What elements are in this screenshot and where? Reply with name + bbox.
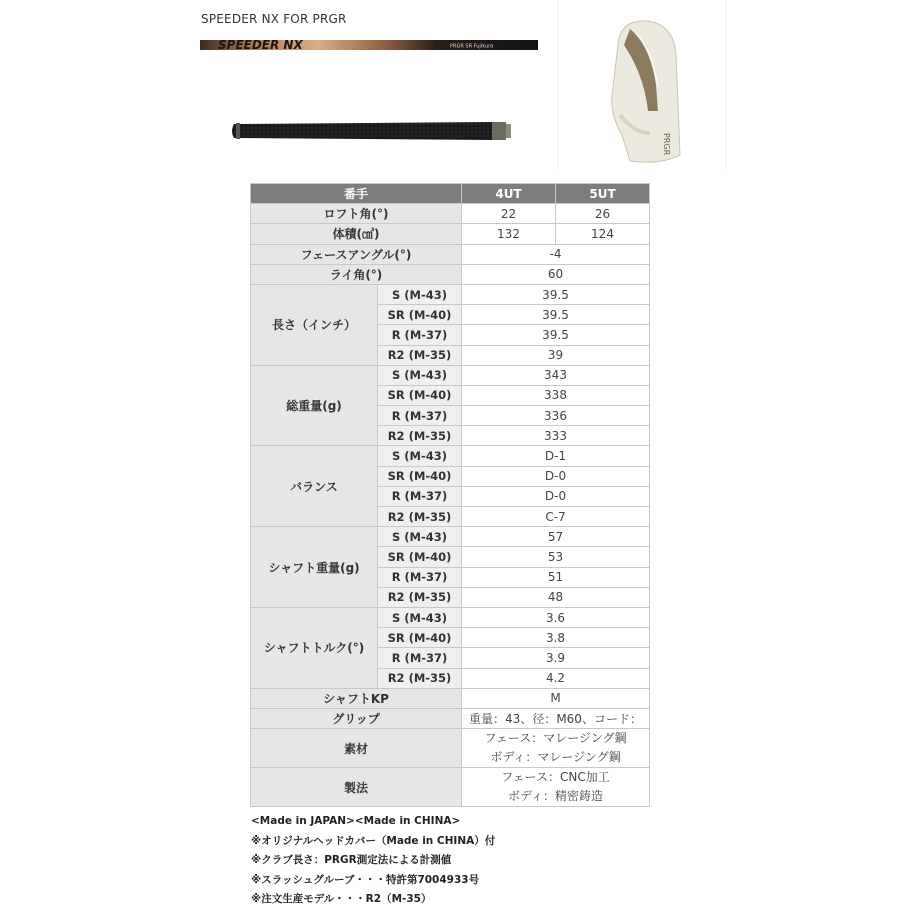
flex-label: S (M-43) — [378, 527, 462, 547]
flex-label: R (M-37) — [378, 648, 462, 668]
flex-label: SR (M-40) — [378, 628, 462, 648]
cell-value: 39 — [462, 345, 650, 365]
flex-label: R (M-37) — [378, 325, 462, 345]
cell-value: 39.5 — [462, 284, 650, 304]
table-row — [251, 607, 650, 627]
cell-value: 48 — [462, 587, 650, 607]
note-order: ※注文生産モデル・・・R2（M-35） — [251, 893, 432, 905]
row-label: シャフトKP — [251, 688, 462, 708]
cell-value: 338 — [462, 385, 650, 405]
image-divider — [557, 0, 558, 170]
cell-value: 124 — [556, 224, 650, 244]
flex-label: R (M-37) — [378, 486, 462, 506]
flex-label: S (M-43) — [378, 607, 462, 627]
material-face: フェース：マレージング鋼 — [484, 731, 627, 746]
method-body: ボディ：精密鋳造 — [507, 789, 604, 804]
table-row — [251, 264, 650, 284]
row-label: ライ角(°) — [251, 264, 462, 284]
cell-value: D-0 — [462, 486, 650, 506]
cell-value: 336 — [462, 406, 650, 426]
notes — [251, 812, 495, 910]
flex-label: R (M-37) — [378, 406, 462, 426]
header-label: 番手 — [251, 184, 462, 204]
headcover-image — [600, 15, 686, 165]
table-row — [251, 729, 650, 768]
cell-value: 343 — [462, 365, 650, 385]
flex-label: S (M-43) — [378, 284, 462, 304]
cell-value: 22 — [462, 204, 556, 224]
flex-label: S (M-43) — [378, 365, 462, 385]
cell-value: C-7 — [462, 507, 650, 527]
note-patent: ※スラッシュグルーブ・・・特許第7004933号 — [251, 873, 480, 886]
cell-value: 4.2 — [462, 668, 650, 688]
cell-value: 51 — [462, 567, 650, 587]
shaft-small-text: PRGR SR Fujikura — [450, 43, 494, 50]
note-origin: <Made in JAPAN><Made in CHINA> — [251, 815, 461, 827]
shaft-image — [200, 38, 538, 52]
header-5ut: 5UT — [556, 184, 650, 204]
cell-value — [462, 729, 650, 768]
cell-value: 60 — [462, 264, 650, 284]
table-row — [251, 224, 650, 244]
table-row — [251, 244, 650, 264]
cell-value: 333 — [462, 426, 650, 446]
row-label: 製法 — [251, 768, 462, 807]
row-label: ロフト角(°) — [251, 204, 462, 224]
cell-value: 53 — [462, 547, 650, 567]
table-row — [251, 365, 650, 385]
flex-label: SR (M-40) — [378, 385, 462, 405]
cell-value: -4 — [462, 244, 650, 264]
group-label: シャフトトルク(°) — [251, 607, 378, 688]
table-header-row — [251, 184, 650, 204]
table-row — [251, 284, 650, 304]
image-divider — [725, 0, 726, 170]
cell-value: 3.9 — [462, 648, 650, 668]
cell-value: 39.5 — [462, 325, 650, 345]
cell-value: 132 — [462, 224, 556, 244]
row-label: 素材 — [251, 729, 462, 768]
row-label: フェースアングル(°) — [251, 244, 462, 264]
group-label: 総重量(g) — [251, 365, 378, 446]
flex-label: R2 (M-35) — [378, 426, 462, 446]
cell-value: 3.8 — [462, 628, 650, 648]
flex-label: R (M-37) — [378, 567, 462, 587]
cell-value: 3.6 — [462, 607, 650, 627]
cell-value — [462, 768, 650, 807]
cell-value: 26 — [556, 204, 650, 224]
table-row — [251, 527, 650, 547]
cell-value: D-0 — [462, 466, 650, 486]
table-row — [251, 446, 650, 466]
row-label: グリップ — [251, 708, 462, 728]
flex-label: R2 (M-35) — [378, 587, 462, 607]
flex-label: R2 (M-35) — [378, 507, 462, 527]
method-face: フェース：CNC加工 — [501, 770, 610, 785]
material-body: ボディ：マレージング鋼 — [490, 750, 621, 765]
cell-value: M — [462, 688, 650, 708]
table-row — [251, 768, 650, 807]
row-label: 体積(㎤) — [251, 224, 462, 244]
group-label: バランス — [251, 446, 378, 527]
group-label: シャフト重量(g) — [251, 527, 378, 608]
shaft-title: SPEEDER NX FOR PRGR — [201, 12, 347, 26]
cell-value: D-1 — [462, 446, 650, 466]
cell-value: 57 — [462, 527, 650, 547]
cell-value: 39.5 — [462, 305, 650, 325]
flex-label: R2 (M-35) — [378, 345, 462, 365]
table-row — [251, 708, 650, 728]
header-4ut: 4UT — [462, 184, 556, 204]
spec-table — [250, 183, 650, 807]
flex-label: SR (M-40) — [378, 466, 462, 486]
table-row — [251, 688, 650, 708]
flex-label: R2 (M-35) — [378, 668, 462, 688]
note-length: ※クラブ長さ：PRGR測定法による計測値 — [251, 854, 452, 866]
grip-image — [230, 118, 512, 144]
shaft-logo-text: SPEEDER NX — [218, 38, 303, 52]
flex-label: S (M-43) — [378, 446, 462, 466]
headcover-logo-text: PRGR — [662, 133, 671, 156]
flex-label: SR (M-40) — [378, 547, 462, 567]
flex-label: SR (M-40) — [378, 305, 462, 325]
group-label: 長さ（インチ） — [251, 284, 378, 365]
cell-value: 重量：43、径：M60、コード： — [462, 708, 650, 728]
table-row — [251, 204, 650, 224]
note-headcover: ※オリジナルヘッドカバー（Made in CHINA）付 — [251, 834, 496, 847]
